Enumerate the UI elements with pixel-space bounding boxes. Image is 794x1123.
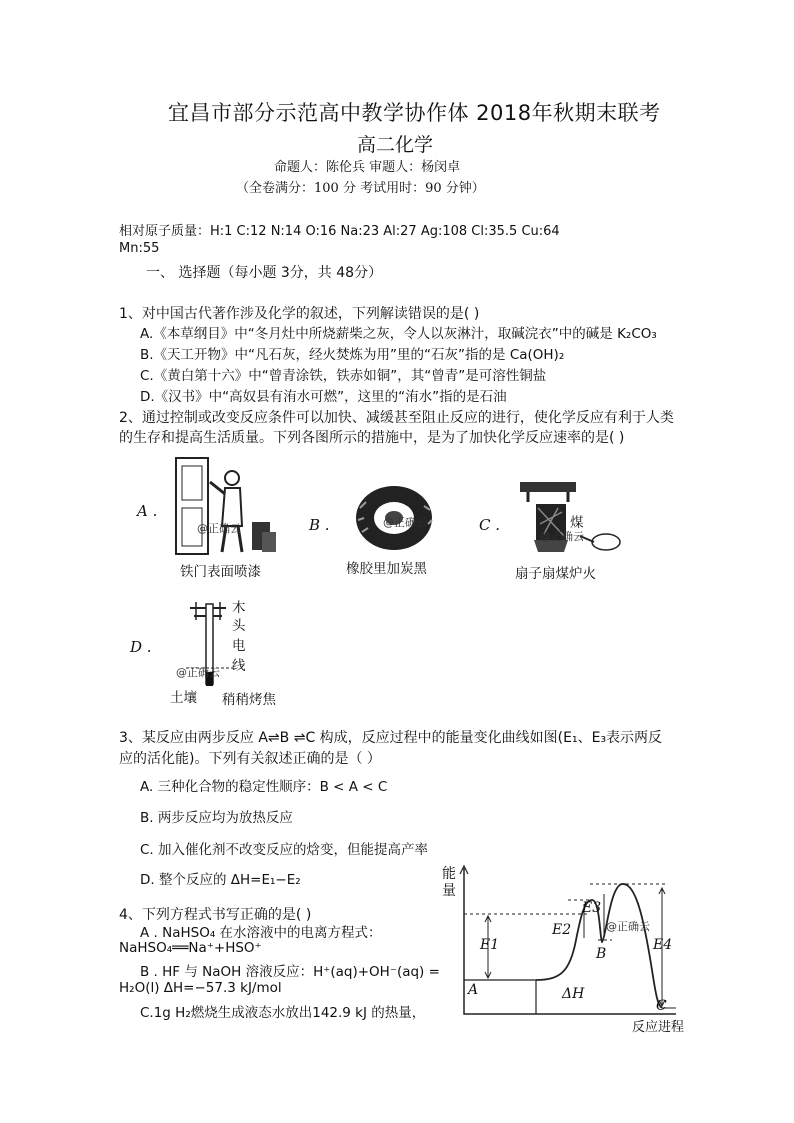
graph-e1-label: E1	[480, 937, 500, 953]
q2-line2: 的生存和提高生活质量。下列各图所示的措施中，是为了加快化学反应速率的是( )	[119, 430, 625, 446]
q2-c-watermark: @正确云	[540, 530, 584, 543]
graph-watermark: @正确云	[606, 920, 650, 933]
q1-option-a: A.《本草纲目》中“冬月灶中所烧薪柴之灰，令人以灰淋汁，取碱浣衣”中的碱是 K₂CO₃	[140, 326, 657, 342]
q2-d-watermark: @正确云	[176, 666, 220, 679]
q2-d-tou: 头	[232, 618, 246, 634]
q2-letter-a: A .	[137, 502, 158, 520]
q2-d-dian: 电	[232, 638, 246, 654]
graph-c-label: C	[656, 998, 667, 1014]
graph-delta-h-label: ΔH	[562, 986, 585, 1002]
exam-title: 宜昌市部分示范高中教学协作体 2018年秋期末联考	[168, 101, 661, 125]
q2-d-burnt: 稍稍烤焦	[222, 692, 276, 708]
q2-b-caption: 橡胶里加炭黑	[346, 561, 427, 577]
graph-y-label-1: 能	[442, 866, 456, 882]
q2-c-coal-label: 煤	[570, 515, 584, 531]
q4-option-c-line1: C.1g H₂燃烧生成液态水放出142.9 kJ 的热量，	[140, 1005, 426, 1021]
subject-title: 高二化学	[357, 134, 434, 156]
q2-a-watermark: @正确云	[197, 522, 241, 535]
exam-meta: （全卷满分：100 分 考试用时：90 分钟）	[236, 181, 485, 196]
authors-line: 命题人：陈伦兵 审题人：杨闵卓	[274, 160, 461, 175]
q2-line1: 2、通过控制或改变反应条件可以加快、减缓甚至阻止反应的进行，使化学反应有利于人类	[119, 410, 674, 426]
q1-stem: 1、对中国古代著作涉及化学的叙述，下列解读错误的是( )	[119, 306, 480, 322]
q4-option-a-line2: NaHSO₄══Na⁺+HSO⁺	[119, 940, 262, 956]
q3-line1: 3、某反应由两步反应 A⇌B ⇌C 构成，反应过程中的能量变化曲线如图(E₁、E₃表示两反	[119, 730, 663, 746]
q4-option-b-line1: B . HF 与 NaOH 溶液反应：H⁺(aq)+OH⁻(aq) =	[140, 964, 440, 980]
q3-option-c: C. 加入催化剂不改变反应的焓变，但能提高产率	[140, 842, 429, 858]
graph-y-label-2: 量	[442, 883, 456, 899]
graph-a-label: A	[468, 982, 479, 998]
q2-b-watermark: @正确云	[383, 516, 427, 529]
graph-b-label: B	[596, 946, 607, 962]
q1-option-d: D.《汉书》中“高奴县有洧水可燃”，这里的“洧水”指的是石油	[140, 389, 507, 405]
graph-e3-label: E3	[582, 900, 602, 916]
q2-d-wood: 木	[232, 600, 246, 616]
q4-option-b-line2: H₂O(l) ΔH=−57.3 kJ/mol	[119, 980, 282, 996]
painter-figure	[170, 452, 280, 558]
q3-option-b: B. 两步反应均为放热反应	[140, 810, 293, 826]
atomic-masses-line1: 相对原子质量：H:1 C:12 N:14 O:16 Na:23 Al:27 Ag:108 Cl:35.5 Cu:64	[119, 224, 560, 239]
graph-x-label: 反应进程	[632, 1020, 685, 1035]
q2-a-caption: 铁门表面喷漆	[180, 564, 261, 580]
q3-option-d: D. 整个反应的 ΔH=E₁−E₂	[140, 872, 301, 888]
atomic-masses-line2: Mn:55	[119, 241, 160, 256]
q2-letter-c: C .	[479, 516, 501, 534]
q2-letter-b: B .	[309, 516, 330, 534]
graph-e2-label: E2	[552, 922, 572, 938]
q4-option-a-line1: A . NaHSO₄ 在水溶液中的电离方程式：	[140, 925, 382, 941]
q2-letter-d: D .	[130, 638, 152, 656]
section-heading: 一、 选择题（每小题 3分，共 48分）	[146, 265, 383, 281]
q3-line2: 应的活化能)。下列有关叙述正确的是（ ）	[119, 751, 381, 767]
graph-e4-label: E4	[653, 937, 673, 953]
q4-stem: 4、下列方程式书写正确的是( )	[119, 907, 312, 923]
q1-option-b: B.《天工开物》中“凡石灰，经火焚炼为用”里的“石灰”指的是 Ca(OH)₂	[140, 347, 565, 363]
q2-c-caption: 扇子扇煤炉火	[515, 566, 596, 582]
q1-option-c: C.《黄白第十六》中“曾青涂铁，铁赤如铜”，其“曾青”是可溶性铜盐	[140, 368, 547, 384]
q3-option-a: A. 三种化合物的稳定性顺序：B < A < C	[140, 779, 388, 795]
q2-d-soil: 土壤	[170, 690, 197, 706]
q2-d-xian: 线	[232, 658, 246, 674]
